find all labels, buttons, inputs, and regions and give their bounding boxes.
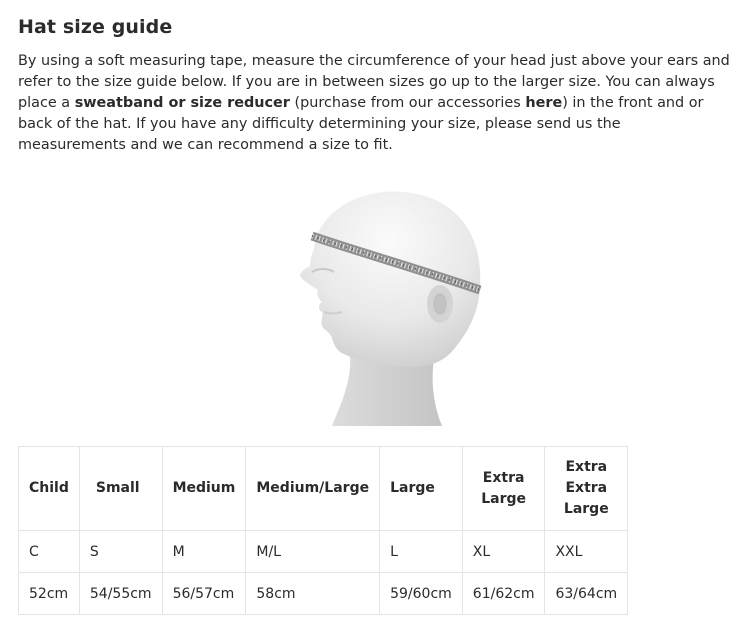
table-cell: 54/55cm <box>79 573 162 615</box>
table-cell: C <box>19 531 80 573</box>
table-cell: 63/64cm <box>545 573 628 615</box>
table-cell: 61/62cm <box>462 573 545 615</box>
intro-text-2: (purchase from our accessories <box>289 95 526 111</box>
head-measurement-illustration <box>272 186 487 426</box>
table-cell: 58cm <box>246 573 380 615</box>
table-cell: 59/60cm <box>380 573 463 615</box>
page-title: Hat size guide <box>18 16 173 38</box>
size-table-header-row <box>19 447 628 531</box>
size-table <box>18 446 628 615</box>
table-row <box>19 573 628 615</box>
col-header-large: Large <box>380 447 463 531</box>
intro-text-1: By using a soft measuring tape, measure the circumference of your head just above your ears and refer to the size guide below. If you are in between sizes go up to the larger size. You can always place a <box>18 53 730 111</box>
intro-bold-sweatband: sweatband or size reducer <box>74 95 290 111</box>
table-cell: 52cm <box>19 573 80 615</box>
col-header-medium: Medium <box>162 447 246 531</box>
table-cell: M/L <box>246 531 380 573</box>
col-header-extra-extra-large: Extra Extra Large <box>545 447 628 531</box>
table-cell: L <box>380 531 463 573</box>
table-cell: XXL <box>545 531 628 573</box>
table-cell: M <box>162 531 246 573</box>
col-header-medium-large: Medium/Large <box>246 447 380 531</box>
accessories-link[interactable]: here <box>525 95 563 111</box>
table-cell: S <box>79 531 162 573</box>
table-cell: XL <box>462 531 545 573</box>
col-header-extra-large: Extra Large <box>462 447 545 531</box>
size-guide-intro <box>18 51 730 156</box>
table-cell: 56/57cm <box>162 573 246 615</box>
col-header-child: Child <box>19 447 80 531</box>
intro-text-3: ) in the front and or back of the hat. If you have any difficulty determining your size, please send us the measurements and we can recommend a size to fit. <box>18 95 704 153</box>
table-row <box>19 531 628 573</box>
col-header-small: Small <box>79 447 162 531</box>
